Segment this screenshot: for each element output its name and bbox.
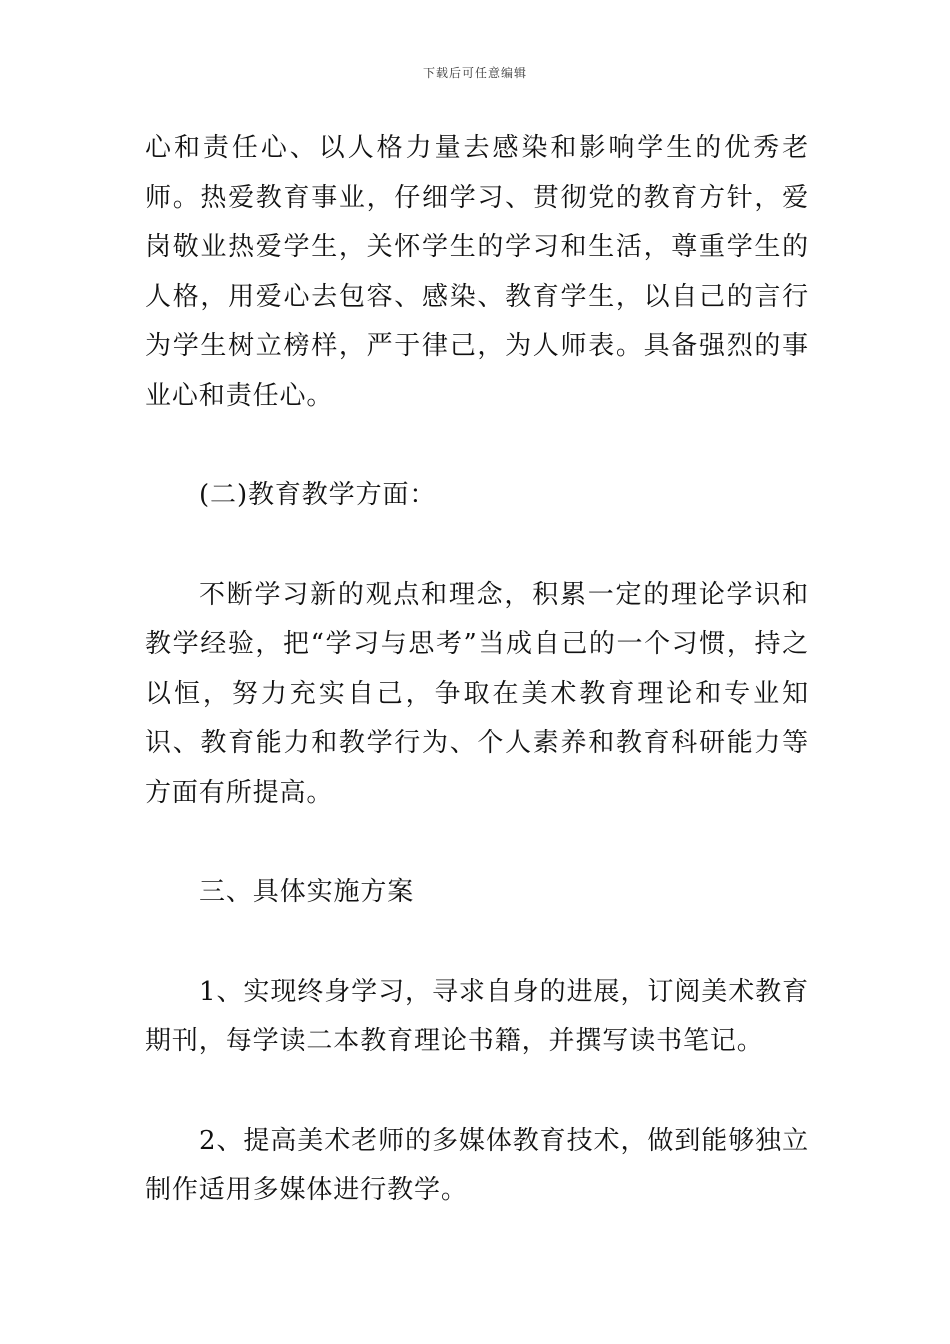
paragraph-teaching: 不断学习新的观点和理念，积累一定的理论学识和教学经验，把“学习与思考”当成自己的一个习惯，持之以恒，努力充实自己，争取在美术教育理论和专业知识、教育能力和教学行为、个人素养和教育科研能力等方面有所提高。 (145, 579, 809, 808)
page-header: 下载后可任意编辑 (422, 66, 527, 80)
list-item-2: 2、提高美术老师的多媒体教育技术，做到能够独立制作适用多媒体进行教学。 (145, 1125, 809, 1205)
list-item-1: 1、实现终身学习，寻求自身的进展，订阅美术教育期刊，每学读二本教育理论书籍，并撰写读书笔记。 (145, 976, 809, 1056)
section-heading-teaching: (二)教育教学方面： (199, 480, 437, 510)
paragraph-continuation: 心和责任心、以人格力量去感染和影响学生的优秀老师。热爱教育事业，仔细学习、贯彻党的教育方针，爱岗敬业热爱学生，关怀学生的学习和生活，尊重学生的人格，用爱心去包容、感染、教育学生，以自己的言行为学生树立榜样，严于律己，为人师表。具备强烈的事业心和责任心。 (145, 133, 809, 411)
document-body (145, 124, 809, 1216)
section-heading-implementation: 三、具体实施方案 (199, 877, 415, 907)
